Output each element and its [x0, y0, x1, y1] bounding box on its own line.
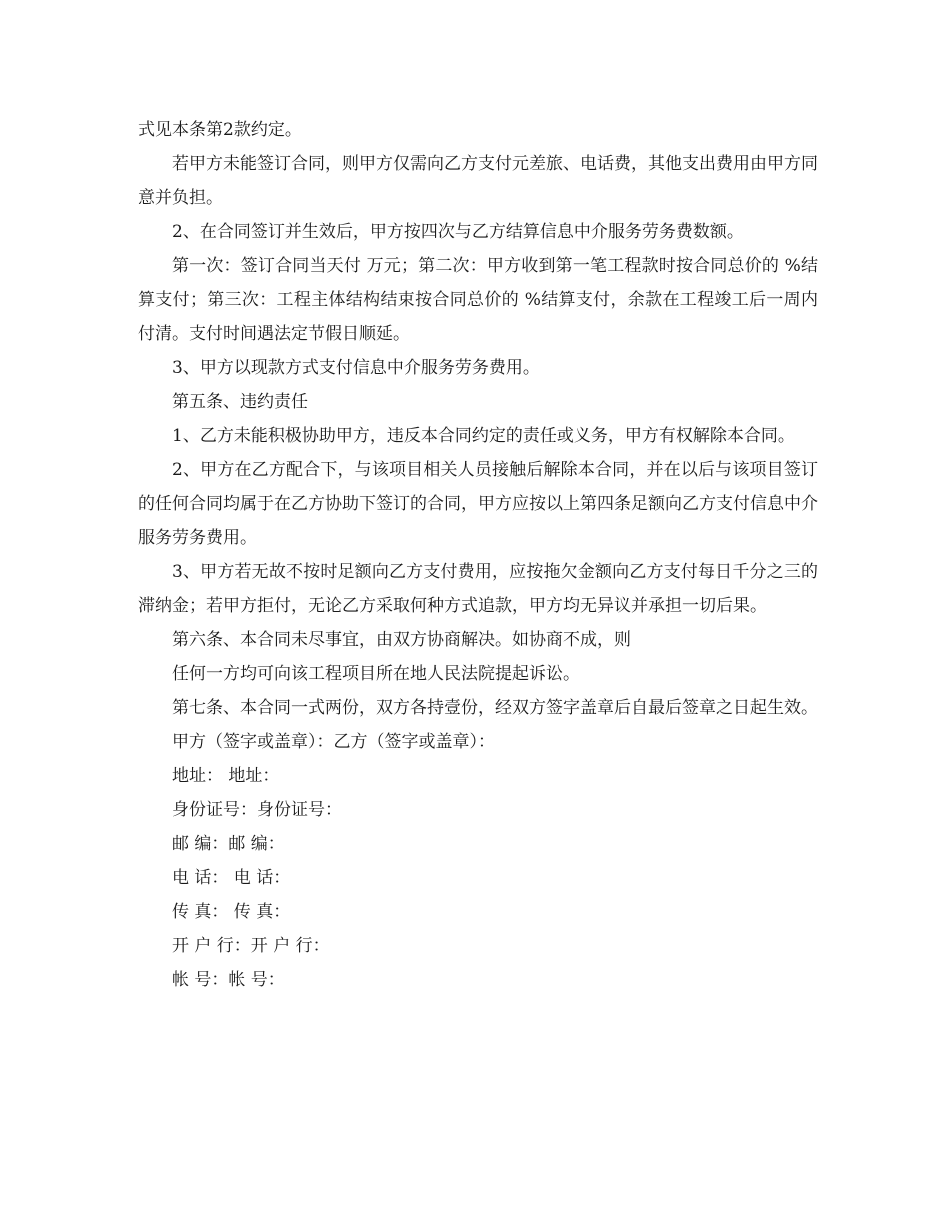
paragraph-unsigned-expenses: 若甲方未能签订合同，则甲方仅需向乙方支付元差旅、电话费，其他支出费用由甲方同意并负担。	[138, 154, 818, 208]
address-line: 地址： 地址：	[172, 766, 280, 786]
postcode-line: 邮 编：邮 编：	[172, 834, 285, 854]
paragraph-breach-party-a-termination: 2、甲方在乙方配合下，与该项目相关人员接触后解除本合同，并在以后与该项目签订的任何合同均属于在乙方协助下签订的合同，甲方应按以上第四条足额向乙方支付信息中介服务劳务费用。	[138, 460, 818, 548]
id-number-line: 身份证号：身份证号：	[172, 800, 342, 820]
paragraph-clause-ref: 式见本条第2款约定。	[138, 120, 302, 140]
paragraph-litigation: 任何一方均可向该工程项目所在地人民法院提起诉讼。	[172, 664, 580, 684]
section-heading-breach: 第五条、违约责任	[172, 392, 308, 412]
paragraph-breach-party-b: 1、乙方未能积极协助甲方，违反本合同约定的责任或义务，甲方有权解除本合同。	[172, 426, 795, 446]
fax-line: 传 真： 传 真：	[172, 902, 291, 922]
paragraph-cash-payment: 3、甲方以现款方式支付信息中介服务劳务费用。	[172, 358, 540, 378]
paragraph-article-six: 第六条、本合同未尽事宜，由双方协商解决。如协商不成，则	[172, 630, 631, 650]
signature-line: 甲方（签字或盖章）：乙方（签字或盖章）：	[172, 732, 495, 752]
phone-line: 电 话： 电 话：	[172, 868, 291, 888]
contract-body	[138, 113, 818, 997]
paragraph-settlement-schedule: 2、在合同签订并生效后，甲方按四次与乙方结算信息中介服务劳务费数额。	[172, 222, 744, 242]
paragraph-payment-installments: 第一次：签订合同当天付 万元；第二次：甲方收到第一笔工程款时按合同总价的 %结算支付；第三次：工程主体结构结束按合同总价的 %结算支付，余款在工程竣工后一周内付清。支付时间遇法定节假日顺延。	[138, 256, 818, 344]
account-line: 帐 号：帐 号：	[172, 970, 285, 990]
paragraph-article-seven: 第七条、本合同一式两份，双方各持壹份，经双方签字盖章后自最后签章之日起生效。	[172, 698, 818, 718]
bank-line: 开 户 行：开 户 行：	[172, 936, 330, 956]
paragraph-late-fee: 3、甲方若无故不按时足额向乙方支付费用，应按拖欠金额向乙方支付每日千分之三的滞纳金；若甲方拒付，无论乙方采取何种方式追款，甲方均无异议并承担一切后果。	[138, 562, 818, 616]
